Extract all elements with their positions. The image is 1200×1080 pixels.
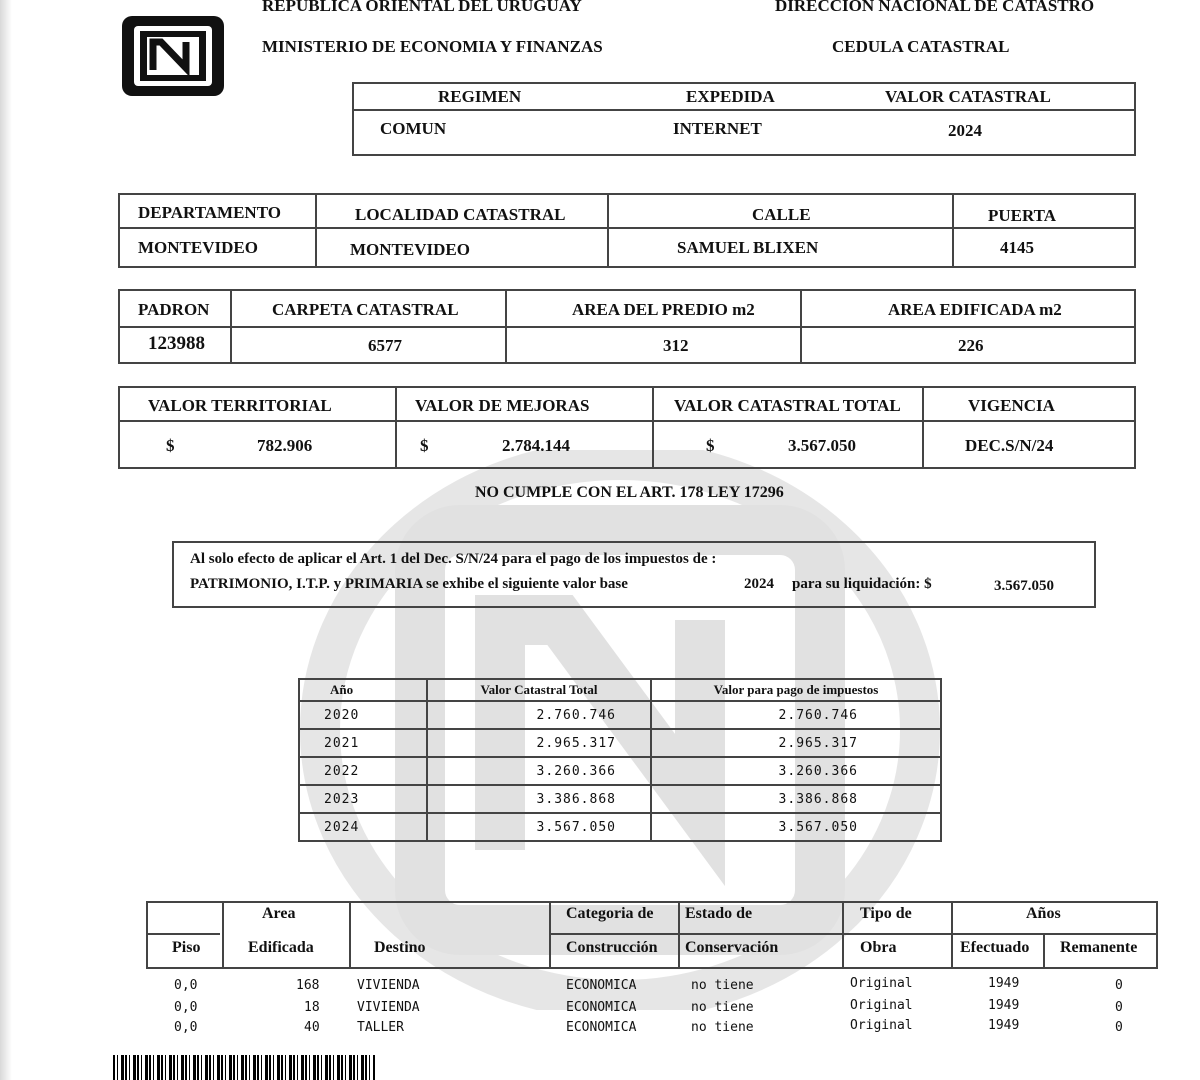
- regime-value: COMUN: [380, 119, 447, 138]
- barcode-icon: [113, 1055, 375, 1080]
- ministry-title: MINISTERIO DE ECONOMIA Y FINANZAS: [262, 37, 603, 56]
- tax-text-line1: Al solo efecto de aplicar el Art. 1 del Dec. S/N/24 para el pago de los impuestos de :: [190, 551, 717, 567]
- tax-amount: 3.567.050: [994, 578, 1054, 594]
- floor-cell: 0,0: [174, 1000, 198, 1015]
- tax-value-cell: 3.260.366: [651, 757, 941, 785]
- years-header: Años: [1026, 905, 1061, 922]
- tax-base-box: [172, 541, 1096, 608]
- destination-cell: TALLER: [357, 1020, 404, 1035]
- door-header: PUERTA: [988, 206, 1057, 225]
- currency-symbol: $: [420, 436, 429, 455]
- built-header: Edificada: [248, 939, 314, 956]
- construction-header: Construcción: [566, 939, 658, 956]
- conservation-cell: no tiene: [691, 1000, 754, 1015]
- year-cell: 2023: [299, 785, 427, 813]
- destination-cell: VIVIENDA: [357, 1000, 420, 1015]
- issued-header: EXPEDIDA: [686, 87, 775, 106]
- table-row: [299, 729, 941, 757]
- year-cell: 2024: [299, 813, 427, 841]
- issued-value: INTERNET: [673, 119, 762, 138]
- territorial-value-header: VALOR TERRITORIAL: [148, 396, 332, 415]
- table-row: [299, 701, 941, 729]
- location-table: [118, 193, 1136, 268]
- currency-symbol: $: [706, 436, 715, 455]
- validity-value: DEC.S/N/24: [965, 436, 1054, 455]
- table-header-row: [299, 679, 941, 701]
- regime-table: [352, 82, 1136, 156]
- year-cell: 2020: [299, 701, 427, 729]
- built-area-cell: 40: [304, 1020, 320, 1035]
- destination-cell: VIVIENDA: [357, 978, 420, 993]
- remaining-cell: 0: [1115, 1000, 1123, 1015]
- total-value-cell: 3.386.868: [427, 785, 651, 813]
- year-performed-cell: 1949: [988, 1018, 1020, 1033]
- value-history-table: [298, 678, 942, 842]
- construction-table-header: [146, 901, 1158, 969]
- tax-value-cell: 3.386.868: [651, 785, 941, 813]
- total-value-cell: 2.760.746: [427, 701, 651, 729]
- conservation-cell: no tiene: [691, 1020, 754, 1035]
- total-value-cell: 3.260.366: [427, 757, 651, 785]
- tax-value-col-header: Valor para pago de impuestos: [651, 679, 941, 701]
- area-header: Area: [262, 905, 296, 922]
- work-type-cell: Original: [850, 1018, 913, 1033]
- door-value: 4145: [1000, 238, 1034, 257]
- state-header: Estado de: [685, 905, 753, 922]
- category-cell: ECONOMICA: [566, 1000, 637, 1015]
- improvements-value: 2.784.144: [502, 436, 570, 455]
- remaining-header: Remanente: [1060, 939, 1138, 956]
- padron-value: 123988: [148, 333, 205, 354]
- tax-value-cell: 2.965.317: [651, 729, 941, 757]
- street-value: SAMUEL BLIXEN: [677, 238, 819, 257]
- total-value-header: VALOR CATASTRAL TOTAL: [674, 396, 901, 415]
- built-area-value: 226: [958, 336, 984, 355]
- page-edge-shadow: [0, 0, 12, 1080]
- built-area-cell: 18: [304, 1000, 320, 1015]
- street-header: CALLE: [752, 205, 811, 224]
- folder-header: CARPETA CATASTRAL: [272, 300, 459, 319]
- destination-header: Destino: [374, 939, 426, 956]
- year-header: Año: [299, 679, 427, 701]
- remaining-cell: 0: [1115, 1020, 1123, 1035]
- parcel-table: [118, 289, 1136, 364]
- regime-header: REGIMEN: [438, 87, 522, 106]
- lot-area-header: AREA DEL PREDIO m2: [572, 300, 755, 319]
- total-value-cell: 2.965.317: [427, 729, 651, 757]
- floor-cell: 0,0: [174, 1020, 198, 1035]
- territorial-value: 782.906: [257, 436, 313, 455]
- performed-header: Efectuado: [960, 939, 1030, 956]
- conservation-cell: no tiene: [691, 978, 754, 993]
- country-title: REPUBLICA ORIENTAL DEL URUGUAY: [262, 0, 582, 15]
- tax-value-cell: 2.760.746: [651, 701, 941, 729]
- year-performed-cell: 1949: [988, 976, 1020, 991]
- total-value-col-header: Valor Catastral Total: [427, 679, 651, 701]
- year-cell: 2021: [299, 729, 427, 757]
- work-type-header: Tipo de: [860, 905, 912, 922]
- document-title: CEDULA CATASTRAL: [832, 37, 1010, 56]
- conservation-header: Conservación: [685, 939, 779, 956]
- compliance-notice: NO CUMPLE CON EL ART. 178 LEY 17296: [475, 484, 784, 501]
- table-row: [299, 757, 941, 785]
- locality-value: MONTEVIDEO: [350, 240, 470, 259]
- padron-header: PADRON: [138, 300, 210, 319]
- total-value: 3.567.050: [788, 436, 856, 455]
- improvements-value-header: VALOR DE MEJORAS: [415, 396, 590, 415]
- category-cell: ECONOMICA: [566, 978, 637, 993]
- floor-header: Piso: [172, 939, 201, 956]
- work-type-cell: Original: [850, 998, 913, 1013]
- year-performed-cell: 1949: [988, 998, 1020, 1013]
- work-type-cell: Original: [850, 976, 913, 991]
- value-table: [118, 386, 1136, 469]
- cadastral-year-value: 2024: [948, 121, 982, 140]
- currency-symbol: $: [166, 436, 175, 455]
- locality-header: LOCALIDAD CATASTRAL: [355, 205, 566, 224]
- tax-year: 2024: [744, 576, 774, 592]
- department-header: DEPARTAMENTO: [138, 203, 281, 222]
- department-value: MONTEVIDEO: [138, 238, 258, 257]
- table-row: [299, 785, 941, 813]
- validity-header: VIGENCIA: [968, 396, 1055, 415]
- total-value-cell: 3.567.050: [427, 813, 651, 841]
- cadastral-value-header: VALOR CATASTRAL: [885, 87, 1051, 106]
- category-cell: ECONOMICA: [566, 1020, 637, 1035]
- catastro-logo-icon: [120, 14, 226, 98]
- agency-title: DIRECCION NACIONAL DE CATASTRO: [775, 0, 1095, 15]
- built-area-header: AREA EDIFICADA m2: [888, 300, 1062, 319]
- year-cell: 2022: [299, 757, 427, 785]
- tax-text-line2: PATRIMONIO, I.T.P. y PRIMARIA se exhibe el siguiente valor base: [190, 576, 628, 592]
- lot-area-value: 312: [663, 336, 689, 355]
- floor-cell: 0,0: [174, 978, 198, 993]
- tax-text-line2-end: para su liquidación: $: [792, 576, 932, 592]
- built-area-cell: 168: [296, 978, 320, 993]
- work-header: Obra: [860, 939, 897, 956]
- category-header: Categoria de: [566, 905, 654, 922]
- folder-value: 6577: [368, 336, 402, 355]
- remaining-cell: 0: [1115, 978, 1123, 993]
- table-row: [299, 813, 941, 841]
- tax-value-cell: 3.567.050: [651, 813, 941, 841]
